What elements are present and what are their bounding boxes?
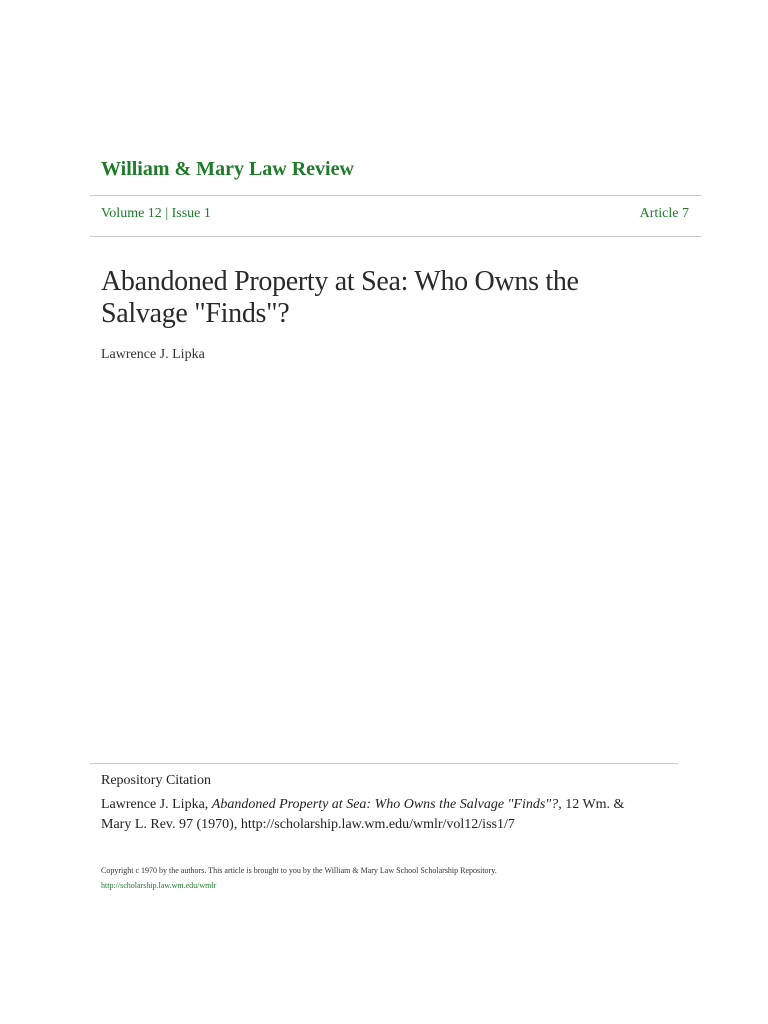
issue-link[interactable]: Issue 1 xyxy=(171,206,211,221)
volume-link[interactable]: Volume 12 xyxy=(101,206,162,221)
journal-title[interactable]: William & Mary Law Review xyxy=(101,158,354,180)
volume-issue-line xyxy=(101,206,211,222)
header-top-divider xyxy=(90,195,701,196)
header-bottom-divider xyxy=(90,236,701,237)
citation-details: , 12 Wm. & Mary L. Rev. 97 (1970), http://scholarship.law.wm.edu/wmlr/vol12/iss1/7 xyxy=(101,797,625,832)
volume-issue-separator: | xyxy=(161,206,172,221)
author-name[interactable]: Lawrence J. Lipka xyxy=(101,347,205,362)
repository-citation-heading: Repository Citation xyxy=(101,773,212,788)
copyright-notice: Copyright c 1970 by the authors. This article is brought to you by the William & Mary Law School Scholarship Repository. xyxy=(101,866,497,875)
repository-link[interactable]: http://scholarship.law.wm.edu/wmlr xyxy=(101,881,217,890)
article-title: Abandoned Property at Sea: Who Owns the Salvage "Finds"? xyxy=(101,266,579,329)
citation-author: Lawrence J. Lipka, xyxy=(101,797,212,812)
article-number-link[interactable]: Article 7 xyxy=(639,206,689,221)
citation-divider xyxy=(90,763,678,764)
repository-citation-text xyxy=(101,795,656,835)
citation-title: Abandoned Property at Sea: Who Owns the Salvage "Finds"? xyxy=(211,797,559,812)
